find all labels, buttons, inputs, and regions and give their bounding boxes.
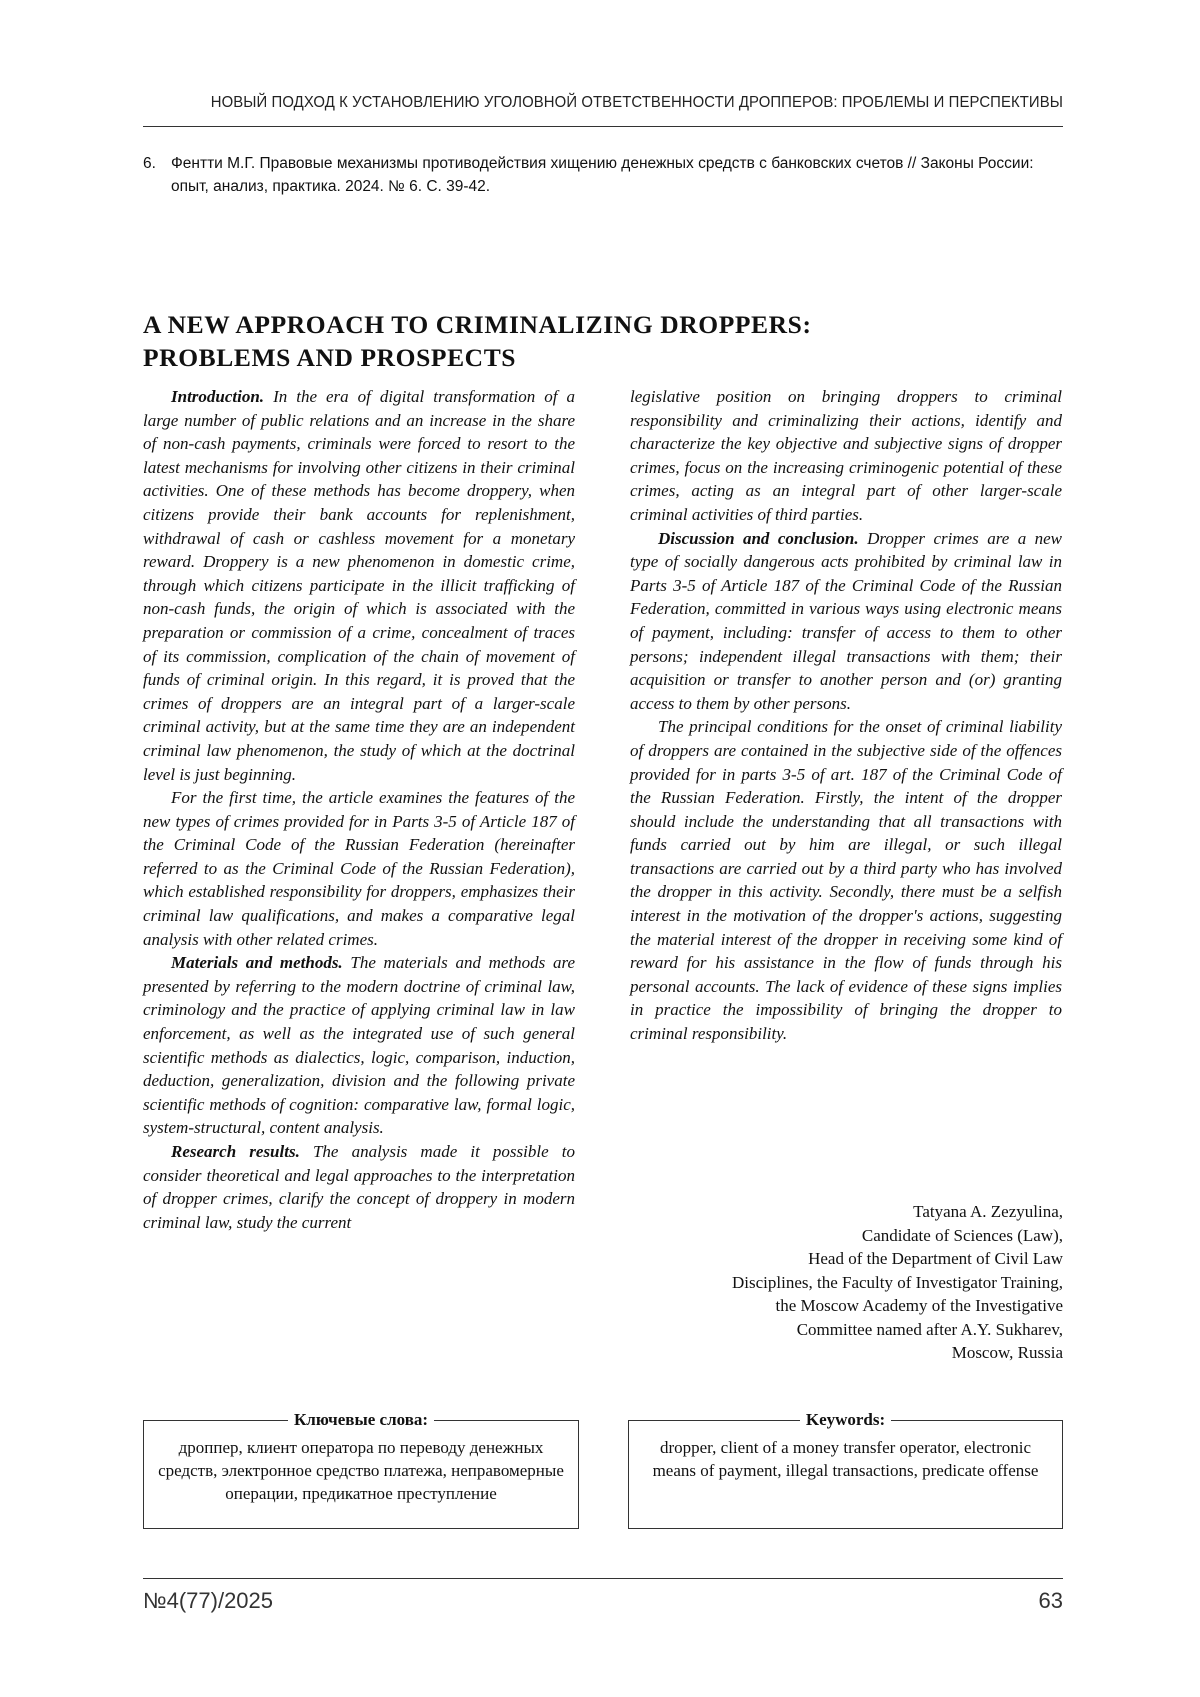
article-title-line-1: A NEW APPROACH TO CRIMINALIZING DROPPERS:	[143, 310, 812, 339]
keywords-en-text: dropper, client of a money transfer operator, electronic means of payment, illegal transactions, predicate offense	[652, 1438, 1039, 1480]
results-text: The analysis made it possible to consider theoretical and legal approaches to the interpretation of dropper crimes, clarify the concept of droppery in modern criminal law, study the current	[143, 1142, 575, 1232]
results-paragraph	[143, 1140, 575, 1234]
materials-paragraph	[143, 951, 575, 1140]
introduction-paragraph	[143, 385, 575, 786]
materials-text: The materials and methods are presented by referring to the modern doctrine of criminal law, criminology and the practice of applying criminal law in law enforcement, as well as the integrated use of such general scientific methods as dialectics, logic, comparison, induction, deduction, generalization, division and the following private scientific methods of cognition: comparative law, formal logic, system-structural, content analysis.	[143, 953, 575, 1138]
reference-text: Фентти М.Г. Правовые механизмы противодействия хищению денежных средств с банковских счетов // Законы России: опыт, анализ, практика. 2024. № 6. С. 39-42.	[171, 155, 1034, 195]
introduction-heading: Introduction.	[171, 387, 265, 406]
reference-number: 6.	[143, 155, 156, 172]
keywords-ru-label: Ключевые слова:	[293, 1410, 429, 1429]
keywords-ru-header	[143, 1410, 579, 1430]
article-title-line-2: PROBLEMS AND PROSPECTS	[143, 343, 517, 372]
results-continued-paragraph: legislative position on bringing droppers to criminal responsibility and criminalizing their actions, identify and characterize the key objective and subjective signs of dropper crimes, focus on the increasing criminogenic potential of these crimes, acting as an integral part of other larger-scale criminal activities of third parties.	[630, 387, 1062, 524]
author-position-line-4: Committee named after A.Y. Sukharev,	[796, 1319, 1063, 1339]
author-position-line-3: the Moscow Academy of the Investigative	[775, 1296, 1063, 1315]
article-title	[143, 308, 1063, 374]
keywords-en-header-rule-right	[891, 1420, 1063, 1421]
discussion-paragraph	[630, 527, 1062, 716]
materials-heading: Materials and methods.	[171, 953, 343, 973]
keywords-ru-header-rule-right	[434, 1420, 579, 1421]
author-position-line-2: Disciplines, the Faculty of Investigator Training,	[732, 1272, 1063, 1292]
keywords-ru-header-rule-left	[143, 1420, 288, 1421]
introduction-text: In the era of digital transformation of a large number of public relations and an increase in the share of non-cash payments, criminals were forced to resort to the latest mechanisms for involving other citizens in their criminal activities. One of these methods has become droppery, when citizens provide their bank accounts for replenishment, withdrawal of cash or cashless movement for a monetary reward. Droppery is a new phenomenon in domestic crime, through which citizens participate in the illicit trafficking of non-cash funds, the origin of which is associated with the preparation or commission of a crime, concealment of traces of its commission, complication of the chain of movement of funds of criminal origin. In this regard, it is proved that the crimes of droppers are an integral part of a larger-scale criminal activity, but at the same time they are an independent criminal law phenomenon, the study of which at the doctrinal level is just beginning.	[143, 387, 575, 784]
keywords-en-box	[628, 1410, 1063, 1529]
footer-divider	[143, 1578, 1063, 1579]
first-time-paragraph: For the first time, the article examines the features of the new types of crimes provided for in Parts 3-5 of Article 187 of the Criminal Code of the Russian Federation (hereinafter referred to as the Criminal Code of the Russian Federation), which established responsibility for droppers, emphasizes their criminal law qualifications, and makes a comparative legal analysis with other related crimes.	[143, 788, 575, 949]
discussion-heading: Discussion and conclusion.	[658, 528, 859, 548]
keywords-en-header	[628, 1410, 1063, 1430]
right-column	[630, 385, 1062, 1046]
keywords-en-label: Keywords:	[805, 1410, 886, 1429]
running-header: НОВЫЙ ПОДХОД К УСТАНОВЛЕНИЮ УГОЛОВНОЙ ОТВЕТСТВЕННОСТИ ДРОППЕРОВ: ПРОБЛЕМЫ И ПЕРСПЕКТИВЫ	[210, 94, 1063, 111]
header-divider	[143, 126, 1063, 127]
journal-issue: №4(77)/2025	[143, 1588, 274, 1613]
left-column	[143, 385, 575, 1234]
author-degree: Candidate of Sciences (Law),	[861, 1225, 1063, 1245]
reference-item	[143, 152, 1063, 198]
principal-conditions-paragraph: The principal conditions for the onset of criminal liability of droppers are contained in the subjective side of the offences provided for in parts 3-5 of art. 187 of the Criminal Code of the Russian Federation. Firstly, the intent of the dropper should include the understanding that all transactions with funds carried out by him are illegal, or such illegal transactions are carried out by a third party who has involved the dropper in this activity. Secondly, there must be a selfish interest in the motivation of the dropper's actions, suggesting the material interest of the dropper in receiving some kind of reward for his assistance in the flow of funds through his personal accounts. The lack of evidence of these signs implies in practice the impossibility of bringing the dropper to criminal responsibility.	[630, 717, 1062, 1044]
author-name: Tatyana A. Zezyulina,	[913, 1202, 1063, 1221]
author-position-line-1: Head of the Department of Civil Law	[808, 1249, 1063, 1268]
page-number: 63	[1038, 1588, 1063, 1613]
keywords-en-header-rule-left	[628, 1420, 800, 1421]
author-city: Moscow, Russia	[951, 1343, 1063, 1362]
keywords-ru-text: дроппер, клиент оператора по переводу денежных средств, электронное средство платежа, неправомерные операции, предикатное преступление	[158, 1438, 564, 1503]
discussion-text: Dropper crimes are a new type of socially dangerous acts prohibited by criminal law in Parts 3-5 of Article 187 of the Criminal Code of the Russian Federation, committed in various ways using electronic means of payment, including: transfer of access to them to other persons; independent illegal transactions with them; their acquisition or transfer to another person and (or) granting access to them by other persons.	[630, 528, 1063, 713]
author-block	[600, 1200, 1063, 1365]
results-heading: Research results.	[171, 1142, 300, 1161]
keywords-ru-box	[143, 1410, 579, 1529]
